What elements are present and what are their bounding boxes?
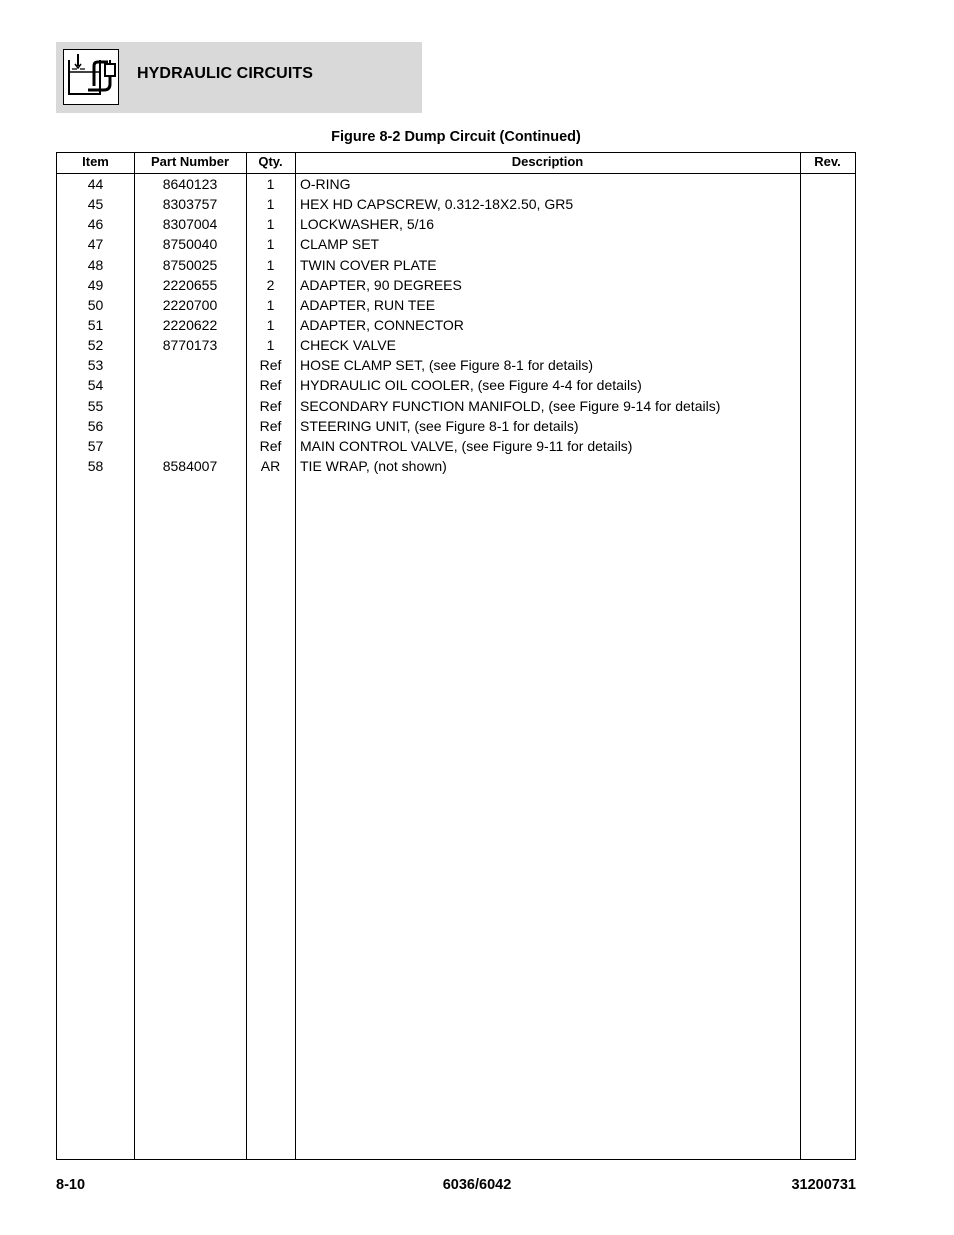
description-cell: MAIN CONTROL VALVE, (see Figure 9-11 for details) bbox=[300, 437, 633, 454]
item-cell: 47 bbox=[87, 236, 104, 253]
column-header-rev: Rev. bbox=[814, 154, 841, 169]
column-header-qty: Qty. bbox=[258, 154, 283, 169]
table-row bbox=[57, 355, 855, 375]
model-number: 6036/6042 bbox=[442, 1177, 512, 1193]
table-row bbox=[57, 255, 855, 275]
part-number-cell: 8584007 bbox=[162, 457, 218, 474]
table-body bbox=[57, 174, 855, 476]
table-row bbox=[57, 375, 855, 395]
table-row bbox=[57, 295, 855, 315]
item-cell: 51 bbox=[87, 316, 104, 333]
item-cell: 56 bbox=[87, 417, 104, 434]
item-cell: 58 bbox=[87, 457, 104, 474]
table-row bbox=[57, 396, 855, 416]
part-number-cell: 8303757 bbox=[162, 196, 218, 213]
table-row bbox=[57, 194, 855, 214]
qty-cell: 1 bbox=[266, 316, 275, 333]
table-row bbox=[57, 335, 855, 355]
description-cell: ADAPTER, 90 DEGREES bbox=[300, 276, 462, 293]
description-cell: SECONDARY FUNCTION MANIFOLD, (see Figure 9-14 for details) bbox=[300, 397, 721, 414]
part-number-cell: 8307004 bbox=[162, 216, 218, 233]
part-number-cell: 2220700 bbox=[162, 296, 218, 313]
item-cell: 45 bbox=[87, 196, 104, 213]
description-cell: CHECK VALVE bbox=[300, 337, 396, 354]
table-row bbox=[57, 275, 855, 295]
qty-cell: 1 bbox=[266, 236, 275, 253]
table-row bbox=[57, 416, 855, 436]
description-cell: TWIN COVER PLATE bbox=[300, 256, 437, 273]
table-row bbox=[57, 234, 855, 254]
description-cell: HYDRAULIC OIL COOLER, (see Figure 4-4 for details) bbox=[300, 377, 642, 394]
qty-cell: 2 bbox=[266, 276, 275, 293]
description-cell: ADAPTER, CONNECTOR bbox=[300, 316, 464, 333]
qty-cell: Ref bbox=[259, 417, 282, 434]
table-row bbox=[57, 436, 855, 456]
description-cell: STEERING UNIT, (see Figure 8-1 for details) bbox=[300, 417, 579, 434]
column-header-part-number: Part Number bbox=[150, 154, 230, 169]
document-number: 31200731 bbox=[791, 1177, 856, 1193]
part-number-cell: 8770173 bbox=[162, 337, 218, 354]
item-cell: 50 bbox=[87, 296, 104, 313]
description-cell: LOCKWASHER, 5/16 bbox=[300, 216, 435, 233]
section-title: HYDRAULIC CIRCUITS bbox=[137, 65, 314, 82]
column-header-description: Description bbox=[511, 154, 584, 169]
description-cell: ADAPTER, RUN TEE bbox=[300, 296, 436, 313]
item-cell: 48 bbox=[87, 256, 104, 273]
item-cell: 54 bbox=[87, 377, 104, 394]
qty-cell: 1 bbox=[266, 176, 275, 192]
part-number-cell: 2220655 bbox=[162, 276, 218, 293]
item-cell: 55 bbox=[87, 397, 104, 414]
page-number: 8-10 bbox=[56, 1177, 86, 1193]
parts-table bbox=[56, 152, 856, 1160]
item-cell: 49 bbox=[87, 276, 104, 293]
description-cell: HEX HD CAPSCREW, 0.312-18X2.50, GR5 bbox=[300, 196, 574, 213]
item-cell: 46 bbox=[87, 216, 104, 233]
part-number-cell: 8750025 bbox=[162, 256, 218, 273]
qty-cell: Ref bbox=[259, 357, 282, 374]
table-row bbox=[57, 456, 855, 476]
description-cell: O-RING bbox=[300, 176, 351, 192]
item-cell: 57 bbox=[87, 437, 104, 454]
table-row bbox=[57, 315, 855, 335]
qty-cell: 1 bbox=[266, 196, 275, 213]
item-cell: 44 bbox=[87, 176, 104, 192]
qty-cell: 1 bbox=[266, 256, 275, 273]
description-cell: TIE WRAP, (not shown) bbox=[300, 457, 447, 474]
qty-cell: Ref bbox=[259, 397, 282, 414]
item-cell: 53 bbox=[87, 357, 104, 374]
figure-title: Figure 8-2 Dump Circuit (Continued) bbox=[331, 129, 581, 145]
table-row bbox=[57, 174, 855, 194]
description-cell: HOSE CLAMP SET, (see Figure 8-1 for details) bbox=[300, 357, 594, 374]
qty-cell: 1 bbox=[266, 216, 275, 233]
qty-cell: 1 bbox=[266, 296, 275, 313]
qty-cell: Ref bbox=[259, 437, 282, 454]
qty-cell: 1 bbox=[266, 337, 275, 354]
hydraulic-reservoir-icon bbox=[63, 49, 119, 105]
part-number-cell: 8750040 bbox=[162, 236, 218, 253]
part-number-cell: 8640123 bbox=[162, 176, 218, 192]
column-header-item: Item bbox=[82, 154, 109, 169]
item-cell: 52 bbox=[87, 337, 104, 354]
table-row bbox=[57, 214, 855, 234]
description-cell: CLAMP SET bbox=[300, 236, 380, 253]
qty-cell: Ref bbox=[259, 377, 282, 394]
part-number-cell: 2220622 bbox=[162, 316, 218, 333]
qty-cell: AR bbox=[260, 457, 281, 474]
